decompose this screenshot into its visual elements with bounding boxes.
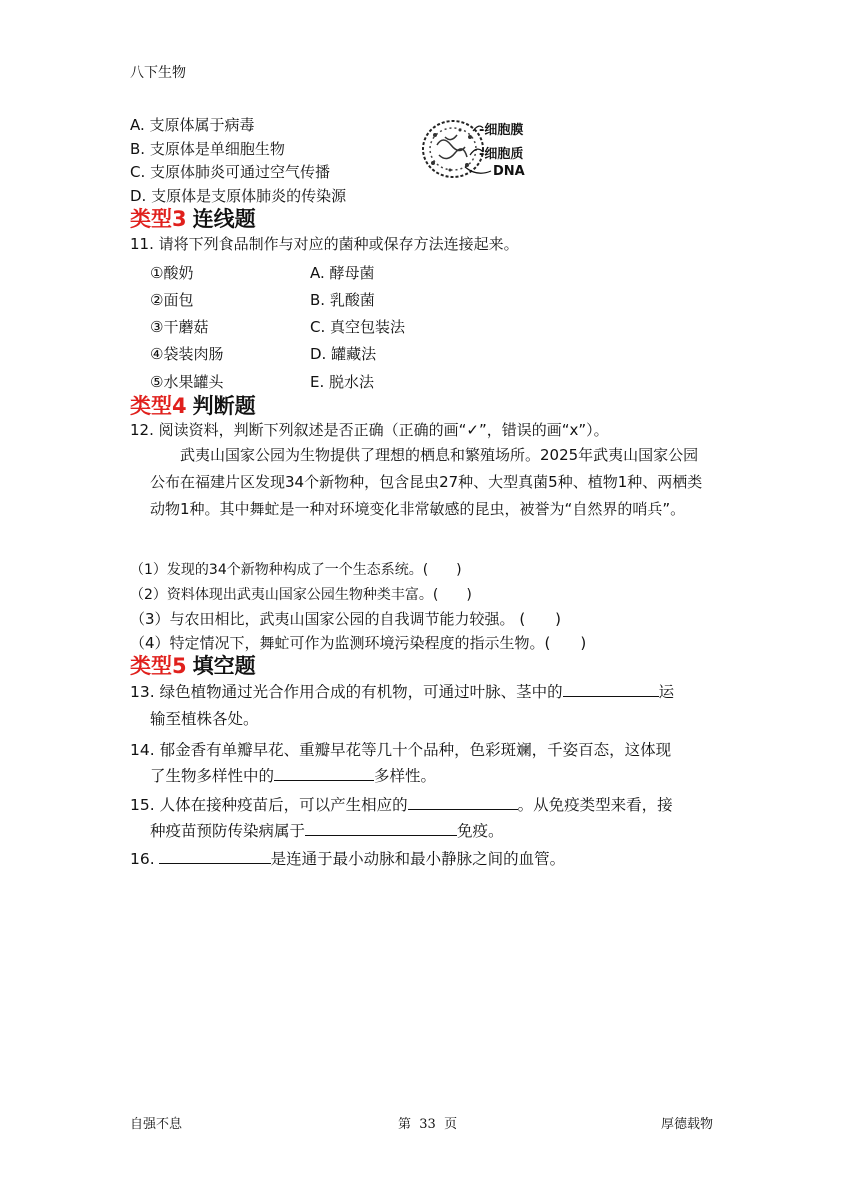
q10-option-c: C. 支原体肺炎可通过空气传播 xyxy=(130,163,331,181)
label-cell-membrane: -细胞膜 xyxy=(479,123,524,138)
q11-left-3: ③干蘑菇 xyxy=(150,318,209,336)
q10-option-d: D. 支原体是支原体肺炎的传染源 xyxy=(130,187,347,205)
q12-passage: 武夷山国家公园为生物提供了理想的栖息和繁殖场所。2025年武夷山国家公园公布在福建片区发现34个新物种，包含昆虫27种、大型真菌5种、植物1种、两栖类动物1种。其中舞虻是一种对环境变化非常敏感的昆虫，被誉为“自然界的哨兵”。 xyxy=(150,446,703,518)
q11-right-e: E. 脱水法 xyxy=(310,373,375,391)
label-dna: DNA xyxy=(493,164,525,179)
q12-item-1: （1）发现的34个新物种构成了一个生态系统。( ) xyxy=(130,562,462,578)
q12-stem: 12. 阅读资料，判断下列叙述是否正确（正确的画“✓”，错误的画“x”）。 xyxy=(130,421,609,439)
page-header: 八下生物 xyxy=(130,65,186,81)
q14-line2: 了生物多样性中的 多样性。 xyxy=(150,767,437,785)
footer-left: 自强不息 xyxy=(130,1117,183,1132)
q10-option-b: B. 支原体是单细胞生物 xyxy=(130,140,285,158)
q13-line2: 输至植株各处。 xyxy=(150,710,259,728)
footer-right: 厚德载物 xyxy=(661,1117,714,1132)
q16-line: 16. 是连通于最小动脉和最小静脉之间的血管。 xyxy=(130,850,566,868)
q11-left-1: ①酸奶 xyxy=(150,264,194,282)
q15-blank-2[interactable] xyxy=(305,821,457,836)
q12-item-4: （4）特定情况下，舞虻可作为监测环境污染程度的指示生物。( ) xyxy=(130,634,587,652)
q11-stem: 11. 请将下列食品制作与对应的菌种或保存方法连接起来。 xyxy=(130,235,519,253)
section-3-heading: 类型3 连线题 xyxy=(130,207,256,231)
q14-blank[interactable] xyxy=(274,766,374,781)
q14-line1: 14. 郁金香有单瓣早花、重瓣早花等几十个品种，色彩斑斓，千姿百态，这体现 xyxy=(130,741,672,759)
q13-blank[interactable] xyxy=(563,682,659,697)
q13-line1: 13. 绿色植物通过光合作用合成的有机物，可通过叶脉、茎中的 运 xyxy=(130,683,675,701)
mycoplasma-figure xyxy=(415,115,585,185)
q16-blank[interactable] xyxy=(159,849,271,864)
q11-right-b: B. 乳酸菌 xyxy=(310,291,375,309)
q11-left-4: ④袋装肉肠 xyxy=(150,345,224,363)
label-cytoplasm: -细胞质 xyxy=(479,147,524,162)
q11-right-a: A. 酵母菌 xyxy=(310,264,375,282)
q11-left-2: ②面包 xyxy=(150,291,194,309)
q12-item-2: （2）资料体现出武夷山国家公园生物种类丰富。( ) xyxy=(130,587,472,603)
q15-line1: 15. 人体在接种疫苗后，可以产生相应的 。从免疫类型来看，接 xyxy=(130,796,673,814)
q11-right-c: C. 真空包装法 xyxy=(310,318,406,336)
q11-left-5: ⑤水果罐头 xyxy=(150,373,224,391)
q11-right-d: D. 罐藏法 xyxy=(310,345,377,363)
q15-blank-1[interactable] xyxy=(408,795,518,810)
q12-item-3: （3）与农田相比，武夷山国家公园的自我调节能力较强。 ( ) xyxy=(130,610,562,628)
section-5-heading: 类型5 填空题 xyxy=(130,654,256,678)
section-4-heading: 类型4 判断题 xyxy=(130,394,256,418)
page-number: 第 33 页 xyxy=(398,1117,458,1132)
q15-line2: 种疫苗预防传染病属于 免疫。 xyxy=(150,822,504,840)
q10-option-a: A. 支原体属于病毒 xyxy=(130,116,255,134)
